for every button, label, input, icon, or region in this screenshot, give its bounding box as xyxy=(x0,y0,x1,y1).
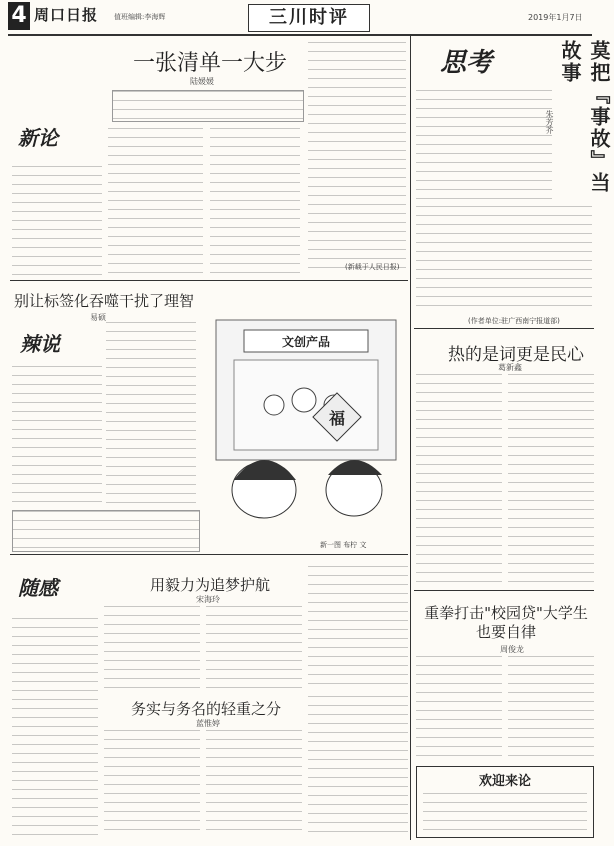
article6-title: 务实与务名的轻重之分 xyxy=(130,700,281,718)
page-header xyxy=(8,0,592,36)
lashuo-label: 辣说 xyxy=(20,332,60,356)
xinlun-column-logo xyxy=(18,122,98,162)
article1-title: 一张清单一大步 xyxy=(132,51,287,76)
article4-author: 葛新鑫 xyxy=(498,363,522,372)
divider-1 xyxy=(10,280,408,281)
suigan-column-logo xyxy=(18,572,88,612)
cartoon-caption: 新一图 布柠 文 xyxy=(320,541,367,549)
article7-col2-text xyxy=(508,656,594,760)
cartoon xyxy=(204,300,408,540)
article5-author: 宋海玲 xyxy=(196,595,220,604)
column-divider xyxy=(410,36,411,840)
sikao-label: 思考 xyxy=(440,48,493,78)
article5-col3-text xyxy=(308,566,408,690)
article2-col1-text xyxy=(12,366,102,506)
welcome-box xyxy=(416,766,594,838)
article7-col1-text xyxy=(416,656,502,760)
article1-lead-box xyxy=(112,90,304,122)
article2-note-box xyxy=(12,510,200,552)
article2-title: 别让标签化吞噬干扰了理智 xyxy=(14,292,195,310)
article4-col1-text xyxy=(416,374,502,584)
article6-col3-text xyxy=(308,696,408,838)
suigan-label: 随感 xyxy=(18,576,58,600)
xinlun-label: 新论 xyxy=(18,126,58,150)
article1-col1-text xyxy=(12,166,102,276)
section-title: 三川时评 xyxy=(248,4,370,32)
page-number: 4 xyxy=(8,2,30,30)
article3-text-top xyxy=(416,90,552,200)
article3-author: 朱芳芥 xyxy=(545,110,554,134)
article3-text-bottom xyxy=(416,206,592,312)
article6-author: 蓝惟婷 xyxy=(196,719,220,728)
suigan-text xyxy=(12,618,98,838)
article6-col2-text xyxy=(206,730,302,838)
article6-col1-text xyxy=(104,730,200,838)
divider-3 xyxy=(414,328,594,329)
editor-info: 值班编辑:李海辉 xyxy=(114,13,166,21)
article1-col3-text xyxy=(210,128,300,276)
article1-col4-text xyxy=(308,42,406,272)
article2-author: 易硕 xyxy=(90,313,106,322)
article1-author: 陆媛媛 xyxy=(190,77,214,86)
divider-4 xyxy=(414,590,594,591)
article3-title: 莫把『事故』当故事 xyxy=(558,40,611,194)
article7-title: 重拳打击"校园贷"大学生也要自律 xyxy=(424,604,588,641)
lashuo-column-logo xyxy=(20,328,100,362)
article5-col2-text xyxy=(206,606,302,690)
welcome-title: 欢迎来论 xyxy=(478,774,531,789)
article5-col1-text xyxy=(104,606,200,690)
issue-date: 2019年1月7日 xyxy=(528,13,583,22)
article2-col2-text xyxy=(106,322,196,506)
cartoon-sign: 文创产品 xyxy=(281,335,330,349)
welcome-text xyxy=(423,793,587,833)
article3-source: (作者单位:驻广西南宁报道部) xyxy=(468,317,560,325)
article1-col2-text xyxy=(108,128,203,276)
article7-author: 周俊龙 xyxy=(500,645,524,654)
paper-name: 周口日报 xyxy=(34,6,99,24)
article4-title: 热的是词更是民心 xyxy=(448,345,584,365)
divider-2 xyxy=(10,554,408,555)
article5-title: 用毅力为追梦护航 xyxy=(149,576,270,594)
article4-col2-text xyxy=(508,374,594,584)
sikao-column-logo xyxy=(440,42,520,82)
cartoon-fu: 福 xyxy=(328,409,345,428)
article1-source: (新载于人民日报) xyxy=(345,263,400,271)
